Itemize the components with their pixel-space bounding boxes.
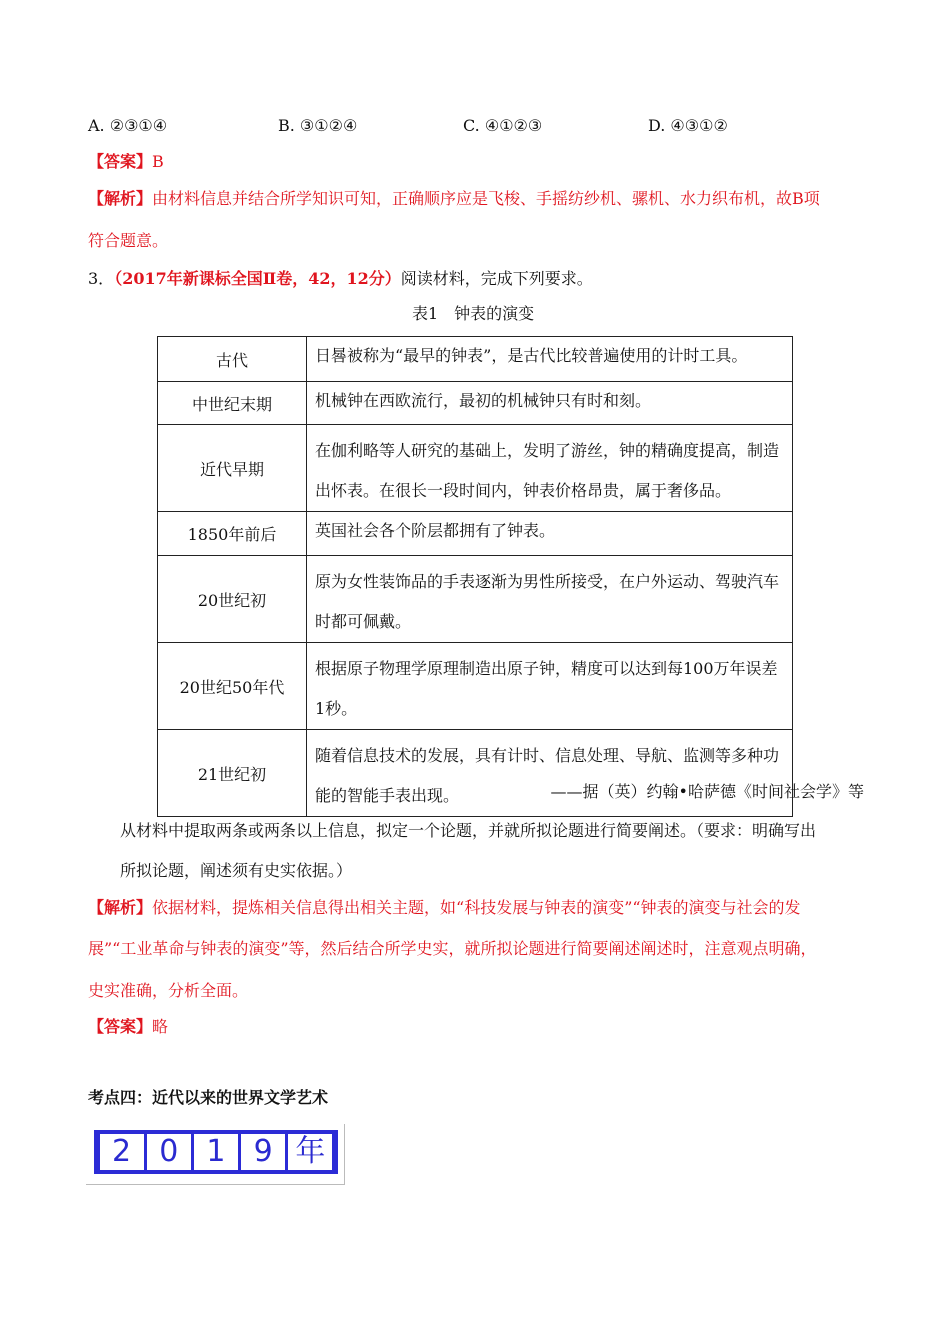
era-cell: 中世纪末期 — [158, 382, 307, 425]
q2-answer — [88, 151, 164, 173]
option-d: D. ④③①② — [648, 116, 728, 135]
era-cell: 1850年前后 — [158, 512, 307, 556]
table-row — [158, 730, 793, 817]
description-cell: 英国社会各个阶层都拥有了钟表。 — [307, 512, 793, 556]
year-banner — [86, 1124, 345, 1185]
year-digit: 1 — [194, 1134, 238, 1170]
analysis-text: 由材料信息并结合所学知识可知，正确顺序应是飞梭、手摇纺纱机、骡机、水力织布机，故B项 — [152, 189, 820, 208]
option-b: B. ③①②④ — [278, 116, 358, 135]
table-row — [158, 425, 793, 512]
option-a: A. ②③①④ — [88, 116, 168, 135]
era-cell: 近代早期 — [158, 425, 307, 512]
answer-label: 【答案】 — [88, 1017, 153, 1036]
table-row — [158, 337, 793, 382]
era-cell: 20世纪初 — [158, 556, 307, 643]
answer-value: 略 — [152, 1017, 169, 1036]
question-3-header — [88, 268, 593, 290]
year-digit: 9 — [241, 1134, 285, 1170]
table-row — [158, 556, 793, 643]
year-digit: 2 — [100, 1134, 144, 1170]
description-cell: 原为女性装饰品的手表逐渐为男性所接受，在户外运动、驾驶汽车时都可佩戴。 — [307, 556, 793, 643]
section-title: 考点四：近代以来的世界文学艺术 — [88, 1088, 329, 1107]
q3-analysis-line-3: 史实准确，分析全面。 — [88, 981, 249, 1000]
table-row — [158, 512, 793, 556]
description-cell: 日晷被称为“最早的钟表”，是古代比较普遍使用的计时工具。 — [307, 337, 793, 382]
answer-options — [88, 115, 868, 137]
description-cell: 在伽利略等人研究的基础上，发明了游丝，钟的精确度提高，制造出怀表。在很长一段时间内，钟表价格昂贵，属于奢侈品。 — [307, 425, 793, 512]
description-cell: 机械钟在西欧流行，最初的机械钟只有时和刻。 — [307, 382, 793, 425]
era-cell: 21世纪初 — [158, 730, 307, 817]
clock-evolution-table — [157, 336, 793, 817]
analysis-label: 【解析】 — [88, 189, 153, 208]
year-char: 年 — [288, 1134, 332, 1170]
description-cell: 随着信息技术的发展，具有计时、信息处理、导航、监测等多种功能的智能手表出现。 — [307, 730, 793, 817]
question-number: 3． — [88, 269, 115, 288]
q3-task-line-2: 所拟论题，阐述须有史实依据。） — [120, 861, 353, 880]
question-prompt: 阅读材料，完成下列要求。 — [400, 269, 593, 288]
year-digit: 0 — [147, 1134, 191, 1170]
option-c: C. ④①②③ — [463, 116, 543, 135]
era-cell: 古代 — [158, 337, 307, 382]
analysis-text: 依据材料，提炼相关信息得出相关主题，如“科技发展与钟表的演变”“钟表的演变与社会的发 — [152, 898, 801, 917]
q3-answer — [88, 1016, 168, 1038]
table-citation: ——据（英）约翰•哈萨德《时间社会学》等 — [550, 782, 864, 801]
question-source: （2017年新课标全国Ⅱ卷，42，12分） — [114, 269, 401, 288]
era-cell: 20世纪50年代 — [158, 643, 307, 730]
answer-label: 【答案】 — [88, 152, 153, 171]
q3-analysis-line-2: 展”“工业革命与钟表的演变”等，然后结合所学史实，就所拟论题进行简要阐述阐述时，注意观点明确， — [88, 939, 817, 958]
analysis-label: 【解析】 — [88, 898, 153, 917]
q2-analysis-line-2: 符合题意。 — [88, 231, 169, 250]
table-caption: 表1 钟表的演变 — [412, 304, 535, 323]
table-row — [158, 643, 793, 730]
answer-value: B — [152, 152, 164, 171]
q3-task-line-1: 从材料中提取两条或两条以上信息，拟定一个论题，并就所拟论题进行简要阐述。（要求：明确写出 — [120, 821, 817, 840]
table-row — [158, 382, 793, 425]
year-banner-strip — [94, 1130, 338, 1174]
q3-analysis-line-1 — [88, 897, 801, 919]
q2-analysis-line-1 — [88, 188, 820, 210]
description-cell: 根据原子物理学原理制造出原子钟，精度可以达到每100万年误差1秒。 — [307, 643, 793, 730]
